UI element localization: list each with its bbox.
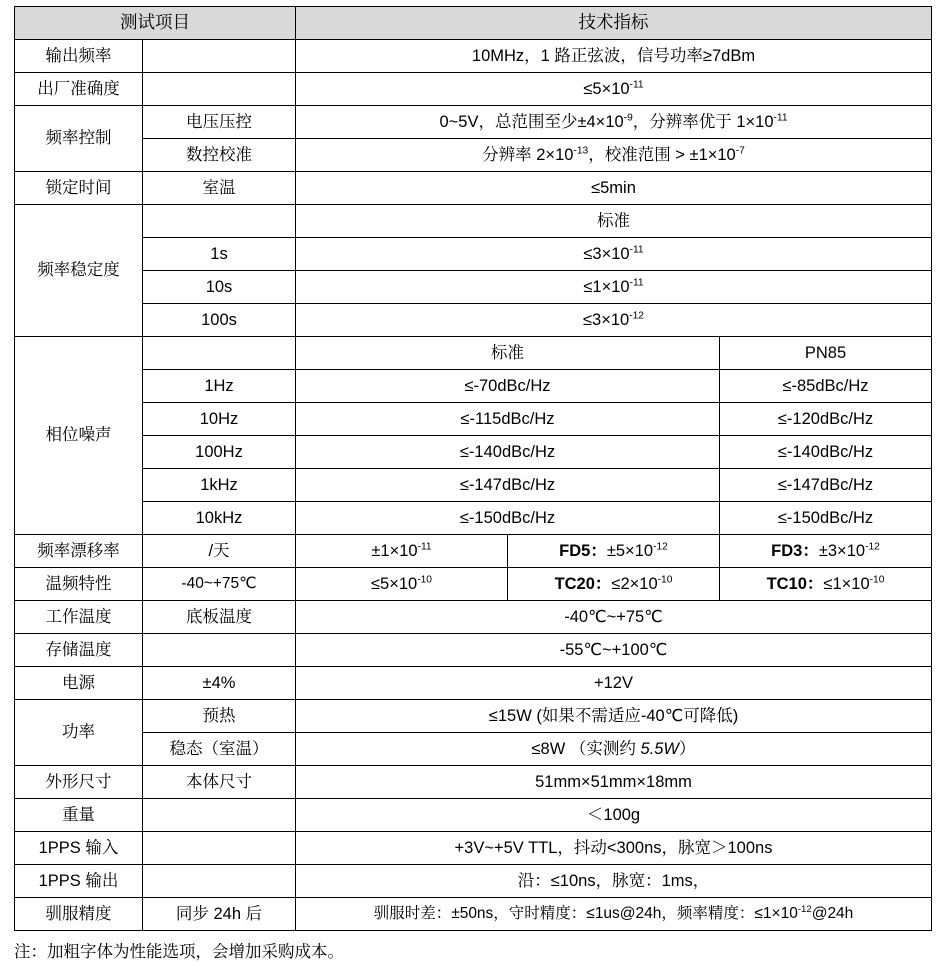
row-sub-dimensions: 本体尺寸 xyxy=(143,766,296,799)
row-value-output-frequency: 10MHz，1 路正弦波，信号功率≥7dBm xyxy=(296,40,932,73)
table-header-row xyxy=(15,7,932,40)
table-row-stability-10s xyxy=(15,271,932,304)
row-sub-phase-noise-header xyxy=(143,337,296,370)
value-text: ±3×10 xyxy=(818,541,866,560)
table-row-operating-temp xyxy=(15,601,932,634)
header-test-item: 测试项目 xyxy=(15,7,296,40)
row-value-phase-noise-100hz-pn85: ≤-140dBc/Hz xyxy=(720,436,932,469)
table-row-dimensions xyxy=(15,766,932,799)
row-label-frequency-control: 频率控制 xyxy=(15,106,143,172)
row-sub-pps-input xyxy=(143,832,296,865)
row-value-phase-noise-10khz-pn85: ≤-150dBc/Hz xyxy=(720,502,932,535)
table-row-factory-accuracy xyxy=(15,73,932,106)
row-value-drift-rate-fd5 xyxy=(508,535,720,568)
row-value-phase-noise-10hz-pn85: ≤-120dBc/Hz xyxy=(720,403,932,436)
row-sub-digital-calibration: 数控校准 xyxy=(143,139,296,172)
table-row-stability-1s xyxy=(15,238,932,271)
row-value-power-warmup: ≤15W (如果不需适应-40℃可降低) xyxy=(296,700,932,733)
row-value-temp-freq-standard xyxy=(296,568,508,601)
row-value-factory-accuracy xyxy=(296,73,932,106)
value-text: ≤5×10 xyxy=(583,79,630,98)
value-exponent-b: -7 xyxy=(735,145,745,157)
row-label-power: 功率 xyxy=(15,700,143,766)
row-value-drift-rate-fd3 xyxy=(720,535,932,568)
row-value-phase-noise-1khz-standard: ≤-147dBc/Hz xyxy=(296,469,720,502)
row-value-dimensions: 51mm×51mm×18mm xyxy=(296,766,932,799)
value-exponent: -12 xyxy=(653,541,668,553)
row-value-phase-noise-1hz-pn85: ≤-85dBc/Hz xyxy=(720,370,932,403)
row-sub-pps-output xyxy=(143,865,296,898)
value-exponent: -10 xyxy=(869,574,885,586)
row-sub-stability-header xyxy=(143,205,296,238)
table-row-freq-control-digital xyxy=(15,139,932,172)
row-value-pps-input: +3V~+5V TTL，抖动<300ns，脉宽＞100ns xyxy=(296,832,932,865)
row-value-phase-noise-10hz-standard: ≤-115dBc/Hz xyxy=(296,403,720,436)
value-text: ±1×10 xyxy=(371,541,418,560)
value-text: ≤3×10 xyxy=(583,244,630,263)
row-sub-phase-noise-10hz: 10Hz xyxy=(143,403,296,436)
value-text-a: 分辨率 2×10 xyxy=(482,145,574,164)
table-row-power-steady xyxy=(15,733,932,766)
row-label-weight: 重量 xyxy=(15,799,143,832)
row-label-storage-temp: 存储温度 xyxy=(15,634,143,667)
footnote: 注：加粗字体为性能选项，会增加采购成本。 xyxy=(14,943,344,961)
value-exponent: -11 xyxy=(417,541,432,553)
row-value-temp-freq-tc20 xyxy=(508,568,720,601)
row-value-power-steady xyxy=(296,733,932,766)
value-text-b: ，分辨率优于 1×10 xyxy=(632,112,774,131)
value-text-a: ≤8W （实测约 xyxy=(531,739,641,758)
value-exponent: -11 xyxy=(629,277,644,289)
value-exponent-a: -13 xyxy=(573,145,589,157)
option-name-fd5: FD5： xyxy=(559,541,607,560)
header-technical-spec: 技术指标 xyxy=(296,7,932,40)
row-label-phase-noise: 相位噪声 xyxy=(15,337,143,535)
table-row-phase-noise-1hz xyxy=(15,370,932,403)
row-label-drift-rate: 频率漂移率 xyxy=(15,535,143,568)
row-value-power-supply: +12V xyxy=(296,667,932,700)
row-label-discipline-accuracy: 驯服精度 xyxy=(15,898,143,931)
row-value-phase-noise-1hz-standard: ≤-70dBc/Hz xyxy=(296,370,720,403)
row-sub-discipline-accuracy: 同步 24h 后 xyxy=(143,898,296,931)
table-row-temp-freq xyxy=(15,568,932,601)
value-text: ≤1×10 xyxy=(823,574,870,593)
value-measured-italic: 5.5W xyxy=(640,739,679,758)
table-row-pps-output xyxy=(15,865,932,898)
table-row-phase-noise-1khz xyxy=(15,469,932,502)
row-label-power-supply: 电源 xyxy=(15,667,143,700)
row-value-stability-standard-header: 标准 xyxy=(296,205,932,238)
col-header-phase-noise-standard: 标准 xyxy=(296,337,720,370)
row-label-dimensions: 外形尺寸 xyxy=(15,766,143,799)
table-row-drift-rate xyxy=(15,535,932,568)
row-sub-stability-100s: 100s xyxy=(143,304,296,337)
value-exponent: -10 xyxy=(417,574,432,586)
option-name-tc20: TC20： xyxy=(554,574,612,593)
row-value-phase-noise-100hz-standard: ≤-140dBc/Hz xyxy=(296,436,720,469)
table-row-pps-input xyxy=(15,832,932,865)
option-name-tc10: TC10： xyxy=(766,574,824,593)
row-value-stability-10s xyxy=(296,271,932,304)
value-exponent: -12 xyxy=(797,904,812,916)
value-text: ≤3×10 xyxy=(582,310,630,329)
row-sub-phase-noise-1khz: 1kHz xyxy=(143,469,296,502)
table-row-discipline-accuracy xyxy=(15,898,932,931)
row-value-phase-noise-1khz-pn85: ≤-147dBc/Hz xyxy=(720,469,932,502)
value-exponent: -11 xyxy=(629,79,644,91)
row-sub-voltage-control: 电压压控 xyxy=(143,106,296,139)
value-text-b: ，校准范围 > ±1×10 xyxy=(588,145,736,164)
row-label-lock-time: 锁定时间 xyxy=(15,172,143,205)
col-header-phase-noise-pn85: PN85 xyxy=(720,337,932,370)
value-exponent-a: -9 xyxy=(623,112,633,124)
row-sub-storage-temp xyxy=(143,634,296,667)
table-row-phase-noise-header xyxy=(15,337,932,370)
value-exponent: -12 xyxy=(865,541,880,553)
row-value-weight: ＜100g xyxy=(296,799,932,832)
option-name-fd3: FD3： xyxy=(771,541,819,560)
row-sub-output-frequency xyxy=(143,40,296,73)
row-value-phase-noise-10khz-standard: ≤-150dBc/Hz xyxy=(296,502,720,535)
row-sub-phase-noise-1hz: 1Hz xyxy=(143,370,296,403)
table-row-storage-temp xyxy=(15,634,932,667)
table-row-stability-header xyxy=(15,205,932,238)
row-value-voltage-control xyxy=(296,106,932,139)
table-row-freq-control-voltage xyxy=(15,106,932,139)
row-value-operating-temp: -40℃~+75℃ xyxy=(296,601,932,634)
table-row-output-frequency xyxy=(15,40,932,73)
row-sub-stability-10s: 10s xyxy=(143,271,296,304)
row-sub-operating-temp: 底板温度 xyxy=(143,601,296,634)
row-sub-drift-rate: /天 xyxy=(143,535,296,568)
row-value-lock-time: ≤5min xyxy=(296,172,932,205)
row-value-drift-rate-standard xyxy=(296,535,508,568)
value-exponent: -12 xyxy=(629,310,644,322)
row-sub-phase-noise-10khz: 10kHz xyxy=(143,502,296,535)
row-label-frequency-stability: 频率稳定度 xyxy=(15,205,143,337)
table-row-phase-noise-10khz xyxy=(15,502,932,535)
table-row-weight xyxy=(15,799,932,832)
row-label-pps-output: 1PPS 输出 xyxy=(15,865,143,898)
row-sub-lock-time: 室温 xyxy=(143,172,296,205)
value-text-b: @24h xyxy=(811,905,854,923)
row-sub-power-warmup: 预热 xyxy=(143,700,296,733)
table-row-power-warmup xyxy=(15,700,932,733)
value-exponent: -10 xyxy=(657,574,673,586)
value-text: ≤1×10 xyxy=(583,277,630,296)
row-value-stability-100s xyxy=(296,304,932,337)
row-sub-weight xyxy=(143,799,296,832)
table-row-lock-time xyxy=(15,172,932,205)
row-value-temp-freq-tc10 xyxy=(720,568,932,601)
value-text: ≤5×10 xyxy=(370,574,418,593)
table-row-stability-100s xyxy=(15,304,932,337)
row-value-pps-output: 沿：≤10ns，脉宽：1ms， xyxy=(296,865,932,898)
row-sub-stability-1s: 1s xyxy=(143,238,296,271)
row-value-discipline-accuracy xyxy=(296,898,932,931)
row-sub-phase-noise-100hz: 100Hz xyxy=(143,436,296,469)
table-row-phase-noise-100hz xyxy=(15,436,932,469)
table-row-power-supply xyxy=(15,667,932,700)
value-exponent: -11 xyxy=(629,244,644,256)
row-value-digital-calibration xyxy=(296,139,932,172)
row-sub-power-steady: 稳态（室温） xyxy=(143,733,296,766)
row-sub-factory-accuracy xyxy=(143,73,296,106)
table-row-phase-noise-10hz xyxy=(15,403,932,436)
specification-table xyxy=(14,6,932,931)
row-label-temp-freq: 温频特性 xyxy=(15,568,143,601)
value-text-a: 驯服时差：±50ns，守时精度：≤1us@24h，频率精度：≤1×10 xyxy=(373,905,798,923)
row-sub-temp-freq: -40~+75℃ xyxy=(143,568,296,601)
row-value-storage-temp: -55℃~+100℃ xyxy=(296,634,932,667)
row-label-operating-temp: 工作温度 xyxy=(15,601,143,634)
value-text-a: 0~5V，总范围至少±4×10 xyxy=(439,112,624,131)
value-text-b: ） xyxy=(679,739,696,758)
row-sub-power-supply: ±4% xyxy=(143,667,296,700)
value-text: ≤2×10 xyxy=(611,574,658,593)
row-label-factory-accuracy: 出厂准确度 xyxy=(15,73,143,106)
value-text: ±5×10 xyxy=(606,541,654,560)
value-exponent-b: -11 xyxy=(773,112,788,124)
row-label-pps-input: 1PPS 输入 xyxy=(15,832,143,865)
row-label-output-frequency: 输出频率 xyxy=(15,40,143,73)
row-value-stability-1s xyxy=(296,238,932,271)
